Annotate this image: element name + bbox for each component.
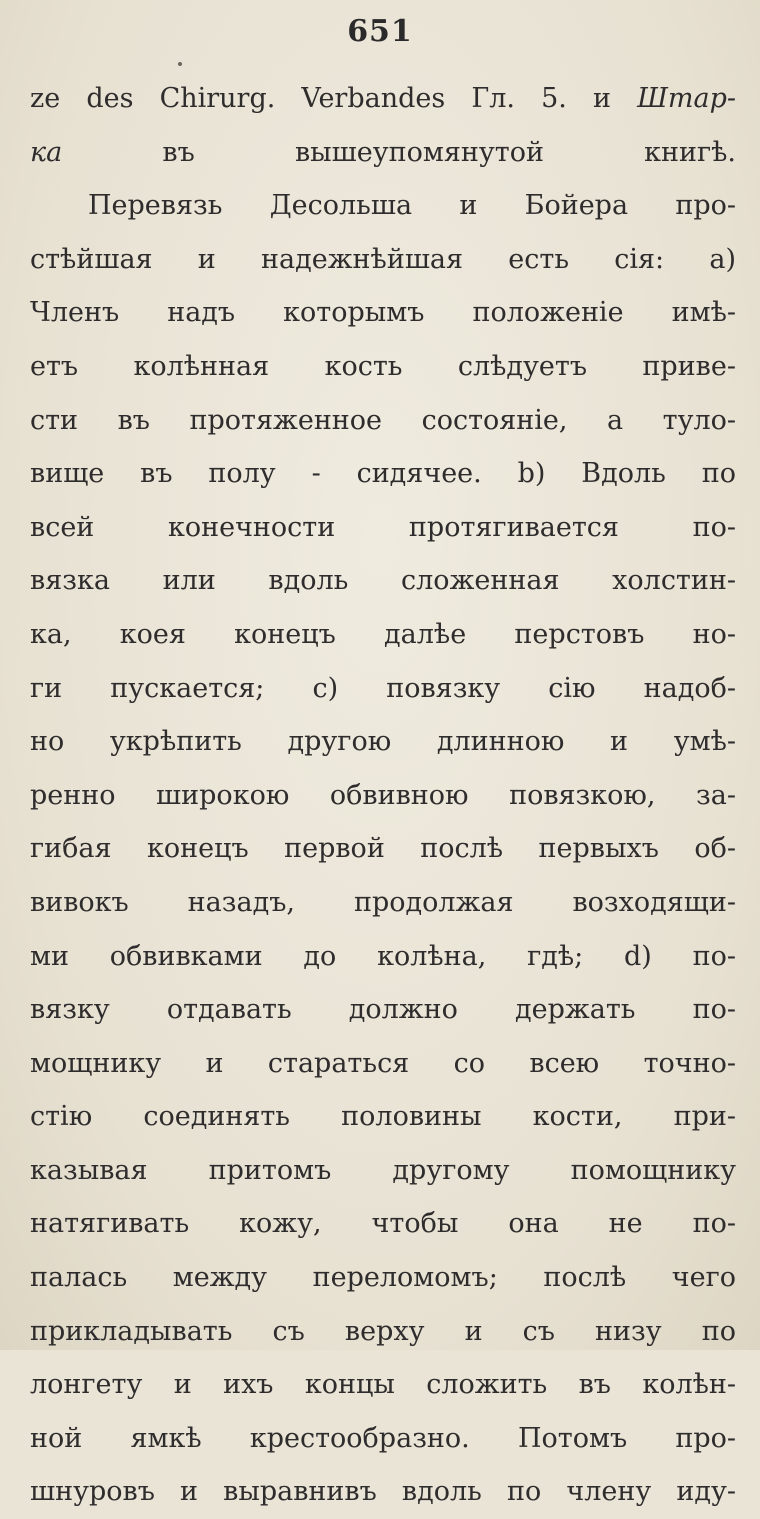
text-line [30,1251,736,1305]
text-segment: Членъ надъ которымъ положеніе имѣ- [30,297,736,329]
text-line [30,72,736,126]
text-line [30,233,736,287]
text-segment: сти въ протяженное состояніе, а туло- [30,404,736,436]
text-line [30,501,736,555]
text-segment: ной ямкѣ крестообразно. Потомъ про- [30,1422,736,1454]
text-line [30,822,736,876]
paper-speck [178,62,182,66]
text-line [30,769,736,823]
text-line [30,1037,736,1091]
text-line [30,1465,736,1519]
text-segment: всей конечности протягивается по- [30,511,736,543]
text-line [30,340,736,394]
text-segment: ги пускается; с) повязку сію надоб- [30,672,736,704]
text-segment: мощнику и стараться со всею точно- [30,1047,736,1079]
text-line [30,983,736,1037]
text-segment: шнуровъ и выравнивъ вдоль по члену иду- [30,1476,736,1508]
text-line [30,179,736,233]
text-segment: прикладывать съ верху и съ низу по [30,1315,736,1347]
text-segment: въ вышеупомянутой книгѣ. [62,136,736,168]
text-line [30,1197,736,1251]
text-segment: ренно широкою обвивною повязкою, за- [30,779,736,811]
text-segment: вязка или вдоль сложенная холстин- [30,565,736,597]
text-line [30,286,736,340]
text-segment: вязку отдавать должно держать по- [30,994,736,1026]
text-segment: етъ колѣнная кость слѣдуетъ приве- [30,350,736,382]
text-segment: но укрѣпить другою длинною и умѣ- [30,726,736,758]
text-segment: ze des Chirurg. Verbandes Гл. 5. и [30,83,638,114]
text-line [30,1144,736,1198]
text-segment: Перевязь Десольша и Бойера про- [88,190,736,222]
text-segment: казывая притомъ другому помощнику [30,1154,736,1186]
text-line [30,876,736,930]
text-line [30,1090,736,1144]
body-text [30,72,736,1519]
text-line [30,608,736,662]
text-line [30,930,736,984]
text-line [30,1358,736,1412]
text-segment: стѣйшая и надежнѣйшая есть сія: а) [30,243,736,275]
text-segment: натягивать кожу, чтобы она не по- [30,1208,736,1240]
page-number: 651 [347,14,413,49]
text-line [30,126,736,180]
text-segment: вивокъ назадъ, продолжая возходящи- [30,886,736,918]
text-line [30,1412,736,1466]
text-segment: лонгету и ихъ концы сложить въ колѣн- [30,1369,736,1401]
italic-text: ка [30,136,63,168]
text-line [30,1305,736,1359]
text-line [30,554,736,608]
text-segment: ми обвивками до колѣна, гдѣ; d) по- [30,940,736,972]
italic-text: Штар- [637,83,736,114]
text-segment: стію соединять половины кости, при- [30,1101,736,1133]
text-line [30,662,736,716]
text-line [30,394,736,448]
text-segment: гибая конецъ первой послѣ первыхъ об- [30,833,736,865]
text-line [30,447,736,501]
text-line [30,715,736,769]
text-segment: ка, коея конецъ далѣе перстовъ но- [30,618,736,650]
text-segment: вище въ полу - сидячее. b) Вдоль по [30,458,736,490]
text-segment: палась между переломомъ; послѣ чего [30,1262,736,1294]
